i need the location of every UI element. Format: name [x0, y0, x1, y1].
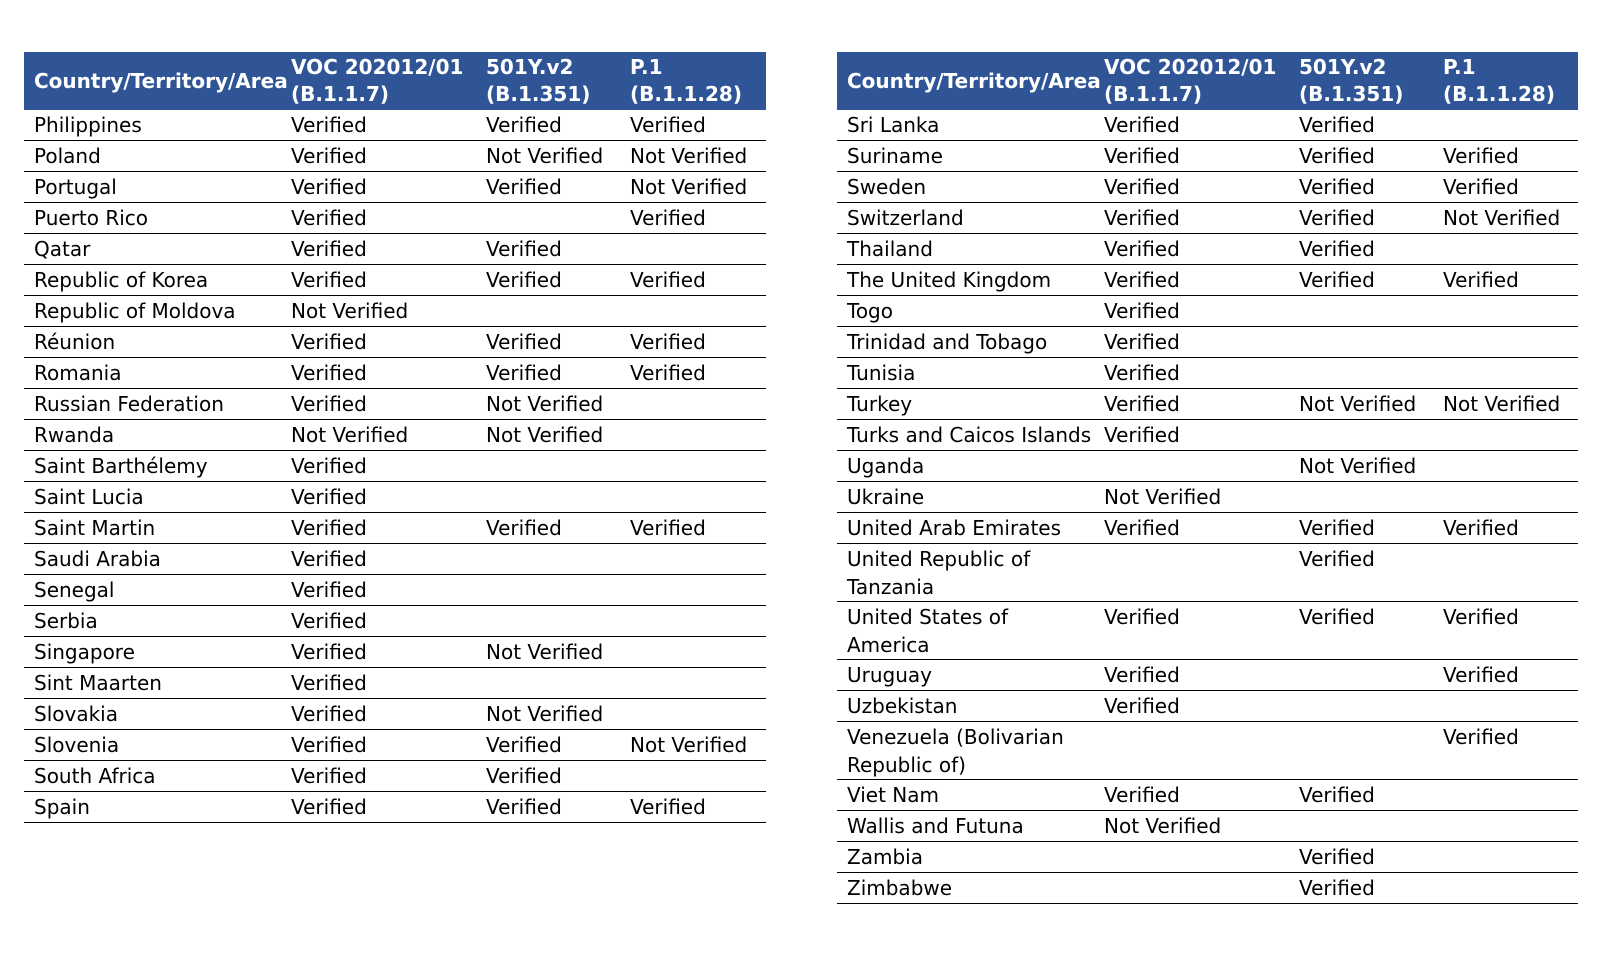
b1351-cell: Verified: [1289, 110, 1433, 141]
b1351-cell: [1289, 420, 1433, 451]
country-cell: South Africa: [24, 761, 281, 792]
voc-cell: Not Verified: [281, 296, 476, 327]
voc-cell: [1094, 544, 1289, 602]
b1351-cell: Verified: [476, 234, 620, 265]
p1-cell: [620, 420, 766, 451]
header-501y: 501Y.v2 (B.1.351): [1289, 52, 1433, 110]
b1351-cell: [476, 296, 620, 327]
header-501y: 501Y.v2 (B.1.351): [476, 52, 620, 110]
voc-cell: Verified: [1094, 234, 1289, 265]
table-row: [837, 296, 1578, 327]
p1-cell: [1433, 420, 1578, 451]
table-row: [24, 358, 766, 389]
b1351-cell: Not Verified: [476, 420, 620, 451]
table-row: [837, 141, 1578, 172]
table-row: [837, 234, 1578, 265]
b1351-cell: Verified: [1289, 780, 1433, 811]
table-row: [24, 203, 766, 234]
table-row: [837, 203, 1578, 234]
b1351-cell: Verified: [476, 172, 620, 203]
country-cell: Togo: [837, 296, 1094, 327]
b1351-cell: [1289, 660, 1433, 691]
table-row: [837, 420, 1578, 451]
variant-table-right: [837, 52, 1578, 904]
p1-cell: Verified: [620, 265, 766, 296]
voc-cell: Verified: [281, 606, 476, 637]
country-cell: Trinidad and Tobago: [837, 327, 1094, 358]
b1351-cell: Not Verified: [476, 637, 620, 668]
p1-cell: Verified: [1433, 141, 1578, 172]
country-cell: Zimbabwe: [837, 873, 1094, 904]
b1351-cell: Not Verified: [1289, 389, 1433, 420]
b1351-cell: Not Verified: [476, 699, 620, 730]
voc-cell: Verified: [281, 327, 476, 358]
table-row: [24, 451, 766, 482]
table-row: [24, 110, 766, 141]
voc-cell: Verified: [281, 699, 476, 730]
p1-cell: [620, 668, 766, 699]
country-cell: Thailand: [837, 234, 1094, 265]
p1-cell: [620, 606, 766, 637]
voc-cell: Not Verified: [281, 420, 476, 451]
country-cell: Rwanda: [24, 420, 281, 451]
voc-cell: Verified: [281, 544, 476, 575]
country-cell: Uganda: [837, 451, 1094, 482]
b1351-cell: Verified: [1289, 265, 1433, 296]
b1351-cell: Verified: [1289, 172, 1433, 203]
b1351-cell: [476, 482, 620, 513]
b1351-cell: [476, 451, 620, 482]
table-row: [24, 544, 766, 575]
header-p1: P.1 (B.1.1.28): [1433, 52, 1578, 110]
table-row: [24, 327, 766, 358]
table-row: [837, 327, 1578, 358]
country-cell: Romania: [24, 358, 281, 389]
voc-cell: Verified: [281, 451, 476, 482]
p1-cell: Not Verified: [620, 172, 766, 203]
p1-cell: [1433, 327, 1578, 358]
table-row: [837, 811, 1578, 842]
p1-cell: Verified: [620, 358, 766, 389]
table-row: [837, 265, 1578, 296]
p1-cell: [1433, 842, 1578, 873]
b1351-cell: Verified: [1289, 141, 1433, 172]
country-cell: Switzerland: [837, 203, 1094, 234]
b1351-cell: Verified: [476, 265, 620, 296]
b1351-cell: [1289, 811, 1433, 842]
voc-cell: Verified: [1094, 420, 1289, 451]
variant-table-left: [24, 52, 766, 823]
header-country: Country/Territory/Area: [837, 52, 1094, 110]
country-cell: Saint Lucia: [24, 482, 281, 513]
country-cell: Turkey: [837, 389, 1094, 420]
b1351-cell: [476, 544, 620, 575]
table-row: [24, 575, 766, 606]
voc-cell: Verified: [281, 668, 476, 699]
country-cell: Uzbekistan: [837, 691, 1094, 722]
voc-cell: Verified: [1094, 141, 1289, 172]
voc-cell: Verified: [281, 203, 476, 234]
voc-cell: [1094, 451, 1289, 482]
table-row: [24, 792, 766, 823]
p1-cell: [620, 234, 766, 265]
b1351-cell: [1289, 296, 1433, 327]
country-cell: Slovenia: [24, 730, 281, 761]
country-cell: Puerto Rico: [24, 203, 281, 234]
table-header-row: [837, 52, 1578, 110]
voc-cell: Verified: [281, 110, 476, 141]
p1-cell: [1433, 451, 1578, 482]
b1351-cell: Verified: [476, 110, 620, 141]
b1351-cell: Verified: [1289, 842, 1433, 873]
voc-cell: Verified: [281, 792, 476, 823]
p1-cell: [1433, 358, 1578, 389]
b1351-cell: [476, 575, 620, 606]
table-row: [837, 482, 1578, 513]
country-cell: Spain: [24, 792, 281, 823]
country-cell: Philippines: [24, 110, 281, 141]
table-row: [837, 358, 1578, 389]
p1-cell: Verified: [1433, 660, 1578, 691]
p1-cell: [620, 389, 766, 420]
country-cell: Turks and Caicos Islands: [837, 420, 1094, 451]
table-row: [24, 606, 766, 637]
b1351-cell: Verified: [476, 327, 620, 358]
table-row: [837, 389, 1578, 420]
table-row: [24, 172, 766, 203]
table-row: [24, 420, 766, 451]
b1351-cell: Verified: [476, 358, 620, 389]
table-row: [837, 451, 1578, 482]
voc-cell: Verified: [281, 141, 476, 172]
country-cell: Ukraine: [837, 482, 1094, 513]
table-row: [837, 722, 1578, 780]
country-cell: Sint Maarten: [24, 668, 281, 699]
country-cell: Saudi Arabia: [24, 544, 281, 575]
voc-cell: Verified: [1094, 265, 1289, 296]
table-row: [24, 389, 766, 420]
p1-cell: [1433, 544, 1578, 602]
b1351-cell: [1289, 691, 1433, 722]
p1-cell: [1433, 482, 1578, 513]
p1-cell: Verified: [620, 513, 766, 544]
table-row: [837, 873, 1578, 904]
country-cell: Slovakia: [24, 699, 281, 730]
b1351-cell: Not Verified: [476, 389, 620, 420]
header-voc: VOC 202012/01 (B.1.1.7): [281, 52, 476, 110]
header-country: Country/Territory/Area: [24, 52, 281, 110]
country-cell: United States of America: [837, 602, 1094, 660]
b1351-cell: [476, 668, 620, 699]
header-voc: VOC 202012/01 (B.1.1.7): [1094, 52, 1289, 110]
table-row: [837, 513, 1578, 544]
header-p1: P.1 (B.1.1.28): [620, 52, 766, 110]
voc-cell: Verified: [1094, 296, 1289, 327]
p1-cell: [1433, 234, 1578, 265]
p1-cell: [620, 544, 766, 575]
table-row: [837, 780, 1578, 811]
p1-cell: [1433, 691, 1578, 722]
voc-cell: Verified: [281, 761, 476, 792]
voc-cell: Verified: [1094, 513, 1289, 544]
voc-cell: Verified: [1094, 358, 1289, 389]
b1351-cell: Verified: [1289, 513, 1433, 544]
table-header-row: [24, 52, 766, 110]
b1351-cell: Verified: [1289, 602, 1433, 660]
p1-cell: [620, 761, 766, 792]
table-row: [24, 730, 766, 761]
country-cell: Suriname: [837, 141, 1094, 172]
b1351-cell: [476, 203, 620, 234]
country-cell: Tunisia: [837, 358, 1094, 389]
voc-cell: Verified: [281, 358, 476, 389]
country-cell: The United Kingdom: [837, 265, 1094, 296]
voc-cell: Verified: [1094, 389, 1289, 420]
voc-cell: Verified: [1094, 327, 1289, 358]
table-body-left: [24, 110, 766, 823]
country-cell: United Republic of Tanzania: [837, 544, 1094, 602]
country-cell: Republic of Moldova: [24, 296, 281, 327]
p1-cell: Verified: [620, 203, 766, 234]
p1-cell: [620, 451, 766, 482]
country-cell: Wallis and Futuna: [837, 811, 1094, 842]
b1351-cell: Verified: [1289, 873, 1433, 904]
table-row: [24, 296, 766, 327]
country-cell: Sweden: [837, 172, 1094, 203]
country-cell: Senegal: [24, 575, 281, 606]
voc-cell: [1094, 722, 1289, 780]
voc-cell: Verified: [281, 234, 476, 265]
country-cell: Saint Martin: [24, 513, 281, 544]
voc-cell: Verified: [281, 637, 476, 668]
p1-cell: Verified: [620, 327, 766, 358]
p1-cell: Verified: [620, 792, 766, 823]
table-row: [24, 761, 766, 792]
voc-cell: Verified: [281, 513, 476, 544]
p1-cell: Verified: [1433, 722, 1578, 780]
table-row: [837, 602, 1578, 660]
voc-cell: Verified: [281, 575, 476, 606]
table-row: [24, 699, 766, 730]
country-cell: United Arab Emirates: [837, 513, 1094, 544]
voc-cell: Verified: [281, 389, 476, 420]
p1-cell: Verified: [1433, 265, 1578, 296]
b1351-cell: Verified: [476, 513, 620, 544]
p1-cell: [620, 699, 766, 730]
voc-cell: Verified: [1094, 172, 1289, 203]
voc-cell: [1094, 842, 1289, 873]
table-row: [837, 110, 1578, 141]
country-cell: Portugal: [24, 172, 281, 203]
p1-cell: [620, 575, 766, 606]
table-row: [24, 482, 766, 513]
b1351-cell: [1289, 482, 1433, 513]
voc-cell: Not Verified: [1094, 811, 1289, 842]
p1-cell: Not Verified: [1433, 203, 1578, 234]
country-cell: Sri Lanka: [837, 110, 1094, 141]
table-row: [837, 172, 1578, 203]
country-cell: Republic of Korea: [24, 265, 281, 296]
b1351-cell: Verified: [476, 792, 620, 823]
b1351-cell: [476, 606, 620, 637]
country-cell: Saint Barthélemy: [24, 451, 281, 482]
p1-cell: [620, 637, 766, 668]
table-row: [837, 660, 1578, 691]
p1-cell: [1433, 780, 1578, 811]
table-row: [24, 513, 766, 544]
table-row: [837, 544, 1578, 602]
country-cell: Russian Federation: [24, 389, 281, 420]
p1-cell: [1433, 296, 1578, 327]
voc-cell: Verified: [281, 265, 476, 296]
b1351-cell: Not Verified: [1289, 451, 1433, 482]
p1-cell: Not Verified: [620, 730, 766, 761]
b1351-cell: Verified: [1289, 544, 1433, 602]
table-body-right: [837, 110, 1578, 904]
p1-cell: Not Verified: [1433, 389, 1578, 420]
voc-cell: Verified: [1094, 660, 1289, 691]
voc-cell: Verified: [281, 482, 476, 513]
b1351-cell: Verified: [1289, 203, 1433, 234]
voc-cell: Verified: [1094, 780, 1289, 811]
country-cell: Réunion: [24, 327, 281, 358]
country-cell: Viet Nam: [837, 780, 1094, 811]
table-row: [24, 141, 766, 172]
p1-cell: Not Verified: [620, 141, 766, 172]
b1351-cell: [1289, 358, 1433, 389]
b1351-cell: Not Verified: [476, 141, 620, 172]
voc-cell: [1094, 873, 1289, 904]
voc-cell: Verified: [281, 730, 476, 761]
country-cell: Zambia: [837, 842, 1094, 873]
country-cell: Singapore: [24, 637, 281, 668]
voc-cell: Verified: [1094, 691, 1289, 722]
country-cell: Qatar: [24, 234, 281, 265]
b1351-cell: Verified: [1289, 234, 1433, 265]
b1351-cell: [1289, 327, 1433, 358]
p1-cell: Verified: [620, 110, 766, 141]
b1351-cell: Verified: [476, 730, 620, 761]
p1-cell: [620, 482, 766, 513]
table-row: [837, 842, 1578, 873]
table-row: [24, 637, 766, 668]
voc-cell: Verified: [1094, 203, 1289, 234]
voc-cell: Verified: [281, 172, 476, 203]
p1-cell: [620, 296, 766, 327]
voc-cell: Verified: [1094, 110, 1289, 141]
table-row: [24, 234, 766, 265]
country-cell: Serbia: [24, 606, 281, 637]
p1-cell: Verified: [1433, 172, 1578, 203]
voc-cell: Verified: [1094, 602, 1289, 660]
table-row: [24, 265, 766, 296]
b1351-cell: Verified: [476, 761, 620, 792]
p1-cell: Verified: [1433, 602, 1578, 660]
table-row: [837, 691, 1578, 722]
voc-cell: Not Verified: [1094, 482, 1289, 513]
p1-cell: [1433, 110, 1578, 141]
p1-cell: [1433, 873, 1578, 904]
table-row: [24, 668, 766, 699]
p1-cell: Verified: [1433, 513, 1578, 544]
p1-cell: [1433, 811, 1578, 842]
country-cell: Poland: [24, 141, 281, 172]
country-cell: Uruguay: [837, 660, 1094, 691]
country-cell: Venezuela (Bolivarian Republic of): [837, 722, 1094, 780]
b1351-cell: [1289, 722, 1433, 780]
